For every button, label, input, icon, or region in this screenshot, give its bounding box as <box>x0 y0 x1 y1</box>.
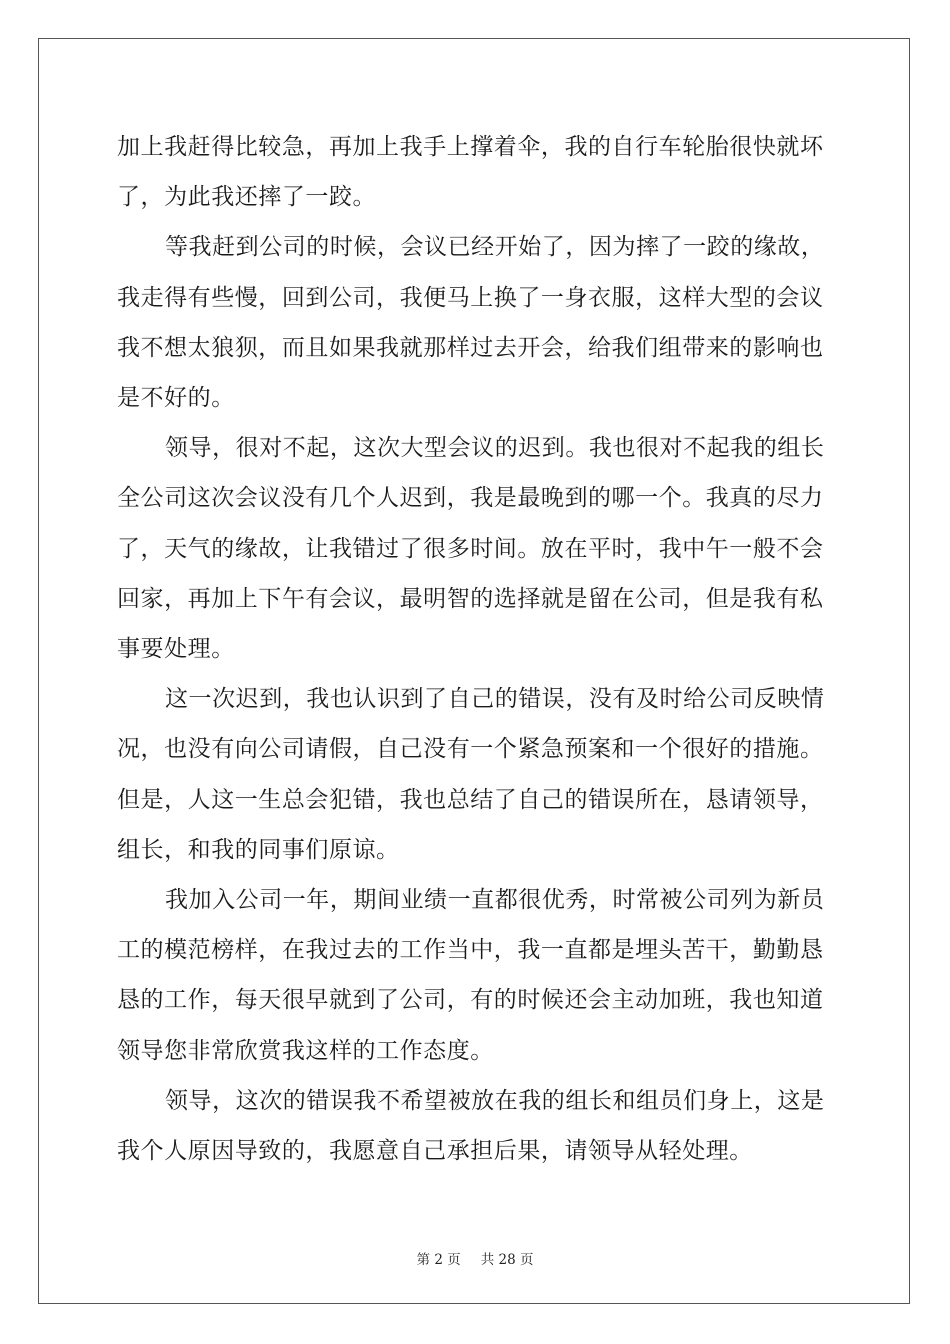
page-footer <box>0 1248 950 1268</box>
paragraph <box>117 1076 835 1176</box>
text-line: 等我赶到公司的时候，会议已经开始了，因为摔了一跤的缘故， <box>165 234 825 261</box>
paragraph <box>117 222 835 423</box>
paragraph <box>117 122 835 222</box>
text-line: 我走得有些慢，回到公司，我便马上换了一身衣服，这样大型的会议 <box>117 284 824 311</box>
text-line: 回家，再加上下午有会议，最明智的选择就是留在公司，但是我有私 <box>117 585 824 612</box>
text-line: 了，天气的缘故，让我错过了很多时间。放在平时，我中午一般不会 <box>117 535 824 562</box>
text-line: 领导，很对不起，这次大型会议的迟到。我也很对不起我的组长 <box>165 435 825 462</box>
total-pages: 共 28 页 <box>480 1252 534 1268</box>
text-line: 我不想太狼狈，而且如果我就那样过去开会，给我们组带来的影响也 <box>117 334 824 361</box>
text-line: 工的模范榜样，在我过去的工作当中，我一直都是埋头苦干，勤勤恳 <box>117 937 824 964</box>
text-line: 领导，这次的错误我不希望被放在我的组长和组员们身上，这是 <box>165 1087 825 1114</box>
text-line: 领导您非常欣赏我这样的工作态度。 <box>117 1037 494 1064</box>
page-number: 第 2 页 <box>416 1252 461 1268</box>
text-line: 我个人原因导致的，我愿意自己承担后果，请领导从轻处理。 <box>117 1138 753 1165</box>
text-line: 但是，人这一生总会犯错，我也总结了自己的错误所在，恳请领导， <box>117 786 824 813</box>
paragraph <box>117 423 835 674</box>
text-line: 了，为此我还摔了一跤。 <box>117 184 377 211</box>
text-line: 组长，和我的同事们原谅。 <box>117 836 400 863</box>
text-line: 事要处理。 <box>117 636 235 663</box>
paragraph <box>117 875 835 1076</box>
paragraph <box>117 674 835 875</box>
document-body <box>117 122 835 1176</box>
text-line: 况，也没有向公司请假，自己没有一个紧急预案和一个很好的措施。 <box>117 736 824 763</box>
text-line: 是不好的。 <box>117 385 235 412</box>
text-line: 恳的工作，每天很早就到了公司，有的时候还会主动加班，我也知道 <box>117 987 824 1014</box>
text-line: 加上我赶得比较急，再加上我手上撑着伞，我的自行车轮胎很快就坏 <box>117 134 824 160</box>
text-line: 全公司这次会议没有几个人迟到，我是最晚到的哪一个。我真的尽力 <box>117 485 824 512</box>
text-line: 我加入公司一年，期间业绩一直都很优秀，时常被公司列为新员 <box>165 887 825 914</box>
text-line: 这一次迟到，我也认识到了自己的错误，没有及时给公司反映情 <box>165 686 825 713</box>
